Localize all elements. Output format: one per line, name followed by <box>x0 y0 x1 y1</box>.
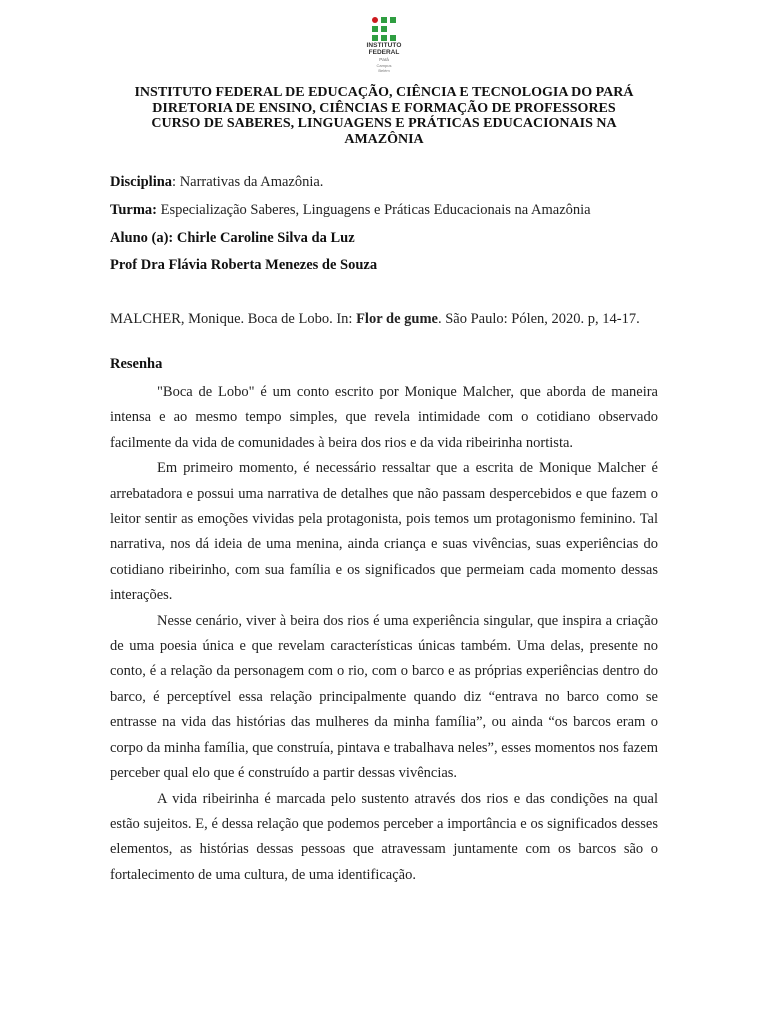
logo-text-belem: Belém <box>378 68 390 73</box>
turma-line <box>110 202 591 219</box>
header-line-course-cont: AMAZÔNIA <box>344 131 424 147</box>
logo-text-campus: Campus <box>376 63 392 68</box>
logo-text-federal: FEDERAL <box>368 49 400 56</box>
paragraph: Em primeiro momento, é necessário ressaltar que a escrita de Monique Malcher é arrebatadora e possui uma narrativa de detalhes que não passam despercebidos e que fazem o leitor sentir as emoções vividas pela protagonista, pois temos um protagonismo feminino. Tal narrativa, nos dá ideia de uma menina, ainda criança e suas vivências, suas experiências do cotidiano ribeirinho, com sua família e os significados que permeiam cada momento dessas interações. <box>110 460 658 604</box>
reference-title: Flor de gume <box>356 311 438 327</box>
professor-text: Prof Dra Flávia Roberta Menezes de Souza <box>110 257 378 273</box>
disciplina-line <box>110 174 323 191</box>
header-line-directorate: DIRETORIA DE ENSINO, CIÊNCIAS E FORMAÇÃO DE PROFESSORES <box>152 100 616 116</box>
logo-text-para: Pará <box>379 57 389 62</box>
disciplina-label: Disciplina <box>110 174 173 190</box>
reference-before: MALCHER, Monique. Boca de Lobo. In: <box>110 311 357 327</box>
paragraph: "Boca de Lobo" é um conto escrito por Monique Malcher, que aborda de maneira intensa e ao mesmo tempo simples, que revela intimidade com o cotidiano observado facilmente da vida de comunidades à beira dos rios e da vida ribeirinha nortista. <box>110 384 658 451</box>
review-body <box>110 380 658 888</box>
reference-after: . São Paulo: Pólen, 2020. p, 14-17. <box>437 311 640 327</box>
paragraph: Nesse cenário, viver à beira dos rios é uma experiência singular, que inspira a criação de uma poesia única e que revelam características únicas também. Uma delas, presente no conto, é a relação da personagem com o rio, com o barco e as próprias experiências dentro do barco, é perceptível essa relação principalmente quando diz “entrava no barco como se entrasse na vida das histórias das mulheres da minha família”, ou ainda “os barcos eram o corpo da minha família, que construía, pintava e trabalhava neles”, esses momentos nos fazem perceber qual elo que é construído a partir dessas vivências. <box>110 612 658 782</box>
paragraph: A vida ribeirinha é marcada pelo sustento através dos rios e das condições na qual estão sujeitos. E, é dessa relação que podemos perceber a importância e os significados desses elementos, as histórias dessas pessoas que atravessam juntamente com os barcos são o fortalecimento de uma cultura, de uma identificação. <box>110 790 658 883</box>
aluno-line <box>110 230 355 247</box>
turma-label: Turma: <box>110 202 157 218</box>
header-line-institute: INSTITUTO FEDERAL DE EDUCAÇÃO, CIÊNCIA E TECNOLOGIA DO PARÁ <box>134 85 634 100</box>
professor-line <box>110 257 377 274</box>
resenha-heading: Resenha <box>110 356 163 372</box>
turma-value: Especialização Saberes, Linguagens e Práticas Educacionais na Amazônia <box>157 202 591 218</box>
disciplina-value: : Narrativas da Amazônia. <box>172 174 324 190</box>
institution-header <box>110 85 658 147</box>
logo-mark-icon <box>372 17 396 41</box>
institute-logo <box>364 17 404 75</box>
header-line-course: CURSO DE SABERES, LINGUAGENS E PRÁTICAS EDUCACIONAIS NA <box>151 116 617 131</box>
logo-text-instituto: INSTITUTO <box>366 42 402 49</box>
bibliographic-reference <box>110 306 658 332</box>
aluno-text: Aluno (a): Chirle Caroline Silva da Luz <box>110 230 355 246</box>
